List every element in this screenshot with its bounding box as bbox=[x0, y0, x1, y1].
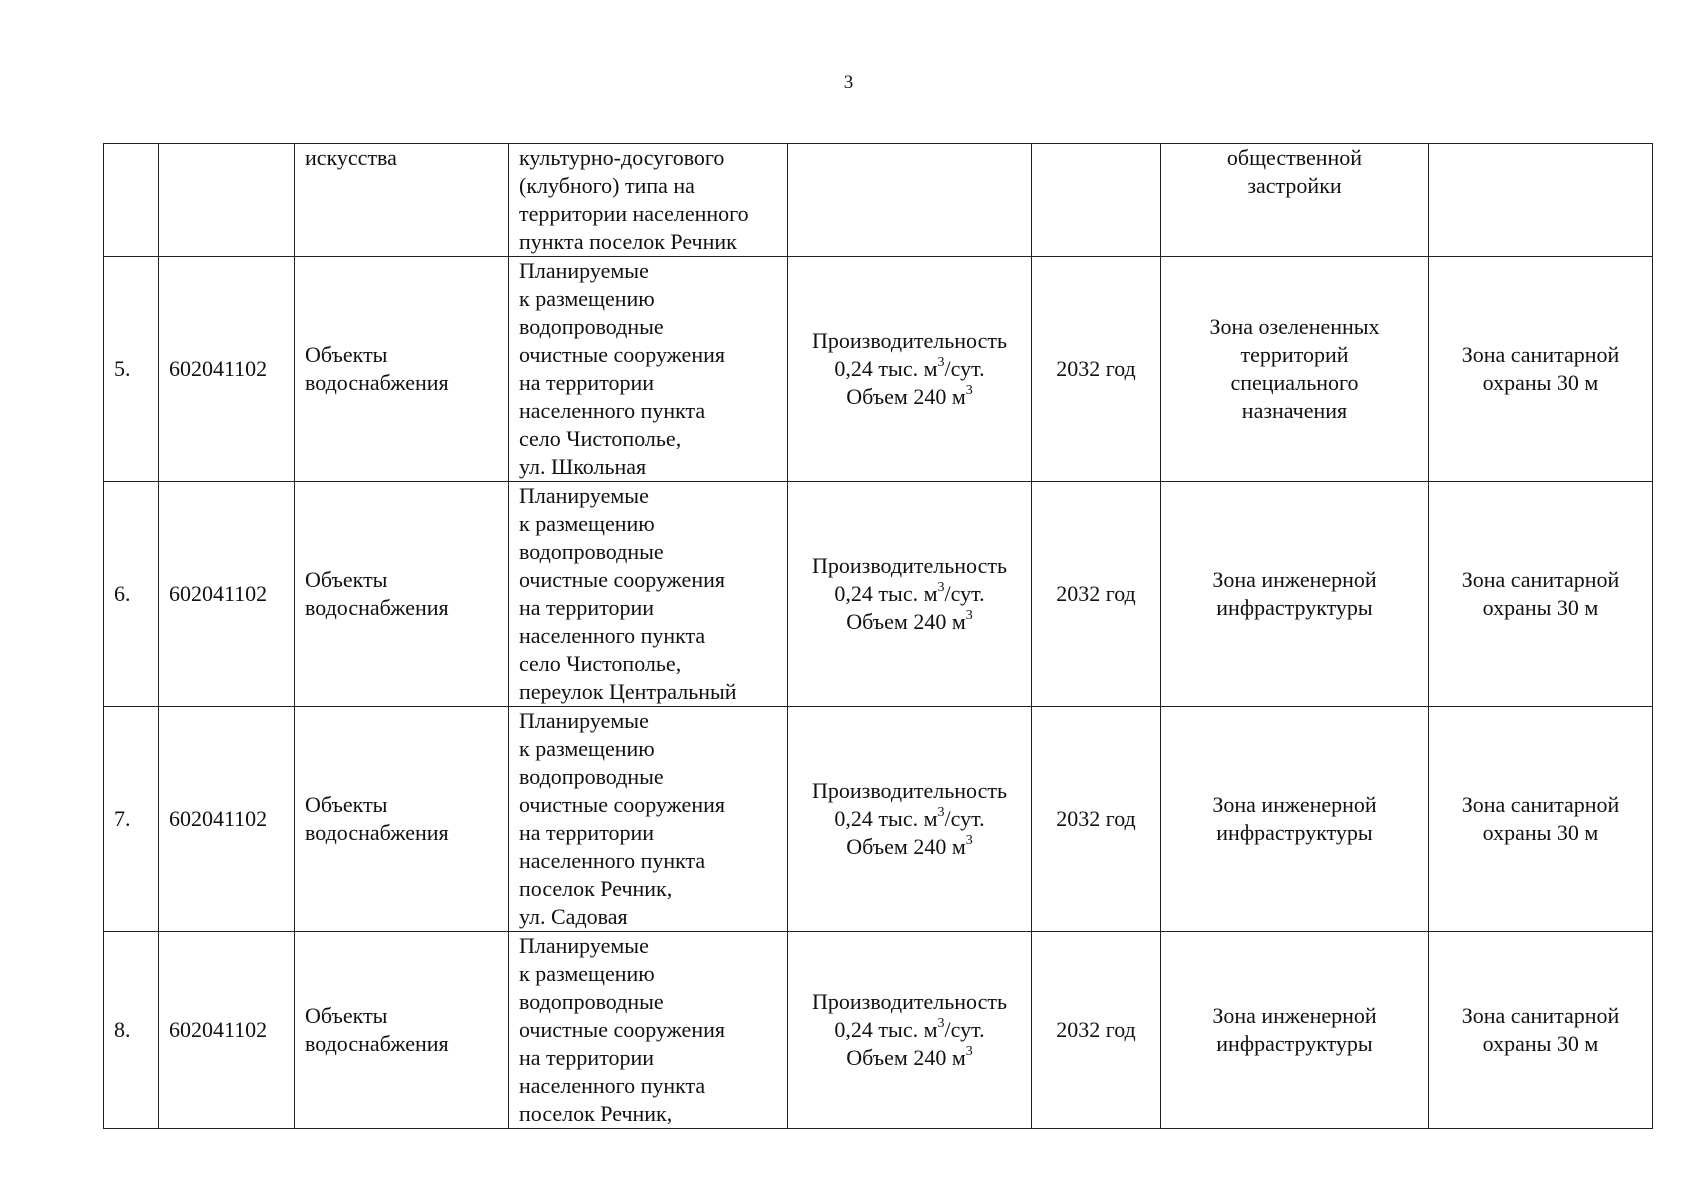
capacity-value: 0,24 тыс. $м^3$/сут. bbox=[834, 804, 985, 831]
cell-code: 602041102 bbox=[159, 482, 295, 707]
cell-name: Планируемые к размещению водопроводные очистные сооружения на территории населенного пункта село Чистополье, переулок Центральный bbox=[509, 482, 788, 707]
cell-zone: общественной застройки bbox=[1161, 144, 1429, 257]
table-row bbox=[104, 932, 1653, 1129]
table-row bbox=[104, 707, 1653, 932]
table-row bbox=[104, 257, 1653, 482]
cell-num: 7. bbox=[104, 707, 159, 932]
cell-characteristics bbox=[788, 482, 1032, 707]
cell-code: 602041102 bbox=[159, 932, 295, 1129]
capacity-label: Производительность bbox=[811, 328, 1008, 353]
cell-name: культурно-досугового (клубного) типа на территории населенного пункта поселок Речник bbox=[509, 144, 788, 257]
objects-table bbox=[103, 143, 1653, 1129]
volume-value: Объем 240 $м^3$ bbox=[846, 832, 973, 859]
cell-num: 6. bbox=[104, 482, 159, 707]
cell-restriction: Зона санитарной охраны 30 м bbox=[1429, 707, 1653, 932]
cell-term: 2032 год bbox=[1032, 707, 1161, 932]
volume-value: Объем 240 $м^3$ bbox=[846, 1043, 973, 1070]
cell-restriction bbox=[1429, 144, 1653, 257]
cell-num: 8. bbox=[104, 932, 159, 1129]
cell-type: Объекты водоснабжения bbox=[295, 932, 509, 1129]
cell-characteristics bbox=[788, 932, 1032, 1129]
capacity-value: 0,24 тыс. $м^3$/сут. bbox=[834, 579, 985, 606]
cell-restriction: Зона санитарной охраны 30 м bbox=[1429, 257, 1653, 482]
volume-value: Объем 240 $м^3$ bbox=[846, 607, 973, 634]
cell-term: 2032 год bbox=[1032, 932, 1161, 1129]
capacity-label: Производительность bbox=[811, 553, 1008, 578]
cell-characteristics bbox=[788, 257, 1032, 482]
cell-type: Объекты водоснабжения bbox=[295, 482, 509, 707]
cell-zone: Зона инженерной инфраструктуры bbox=[1161, 707, 1429, 932]
page-number: 3 bbox=[843, 72, 854, 93]
cell-characteristics bbox=[788, 707, 1032, 932]
cell-name: Планируемые к размещению водопроводные очистные сооружения на территории населенного пункта поселок Речник, bbox=[509, 932, 788, 1129]
cell-restriction: Зона санитарной охраны 30 м bbox=[1429, 932, 1653, 1129]
cell-num bbox=[104, 144, 159, 257]
capacity-value: 0,24 тыс. $м^3$/сут. bbox=[834, 354, 985, 381]
cell-characteristics bbox=[788, 144, 1032, 257]
cell-name: Планируемые к размещению водопроводные очистные сооружения на территории населенного пункта село Чистополье, ул. Школьная bbox=[509, 257, 788, 482]
cell-type: Объекты водоснабжения bbox=[295, 707, 509, 932]
capacity-label: Производительность bbox=[811, 778, 1008, 803]
capacity-label: Производительность bbox=[811, 989, 1008, 1014]
volume-value: Объем 240 $м^3$ bbox=[846, 382, 973, 409]
table-row bbox=[104, 482, 1653, 707]
cell-type: искусства bbox=[295, 144, 509, 257]
cell-code: 602041102 bbox=[159, 707, 295, 932]
cell-term: 2032 год bbox=[1032, 257, 1161, 482]
cell-type: Объекты водоснабжения bbox=[295, 257, 509, 482]
cell-num: 5. bbox=[104, 257, 159, 482]
capacity-value: 0,24 тыс. $м^3$/сут. bbox=[834, 1015, 985, 1042]
cell-zone: Зона инженерной инфраструктуры bbox=[1161, 482, 1429, 707]
cell-code: 602041102 bbox=[159, 257, 295, 482]
cell-term: 2032 год bbox=[1032, 482, 1161, 707]
cell-zone: Зона инженерной инфраструктуры bbox=[1161, 932, 1429, 1129]
cell-name: Планируемые к размещению водопроводные очистные сооружения на территории населенного пункта поселок Речник, ул. Садовая bbox=[509, 707, 788, 932]
cell-zone: Зона озелененных территорий специального назначения bbox=[1161, 257, 1429, 482]
cell-code bbox=[159, 144, 295, 257]
cell-restriction: Зона санитарной охраны 30 м bbox=[1429, 482, 1653, 707]
cell-term bbox=[1032, 144, 1161, 257]
table-row-continuation bbox=[104, 144, 1653, 257]
